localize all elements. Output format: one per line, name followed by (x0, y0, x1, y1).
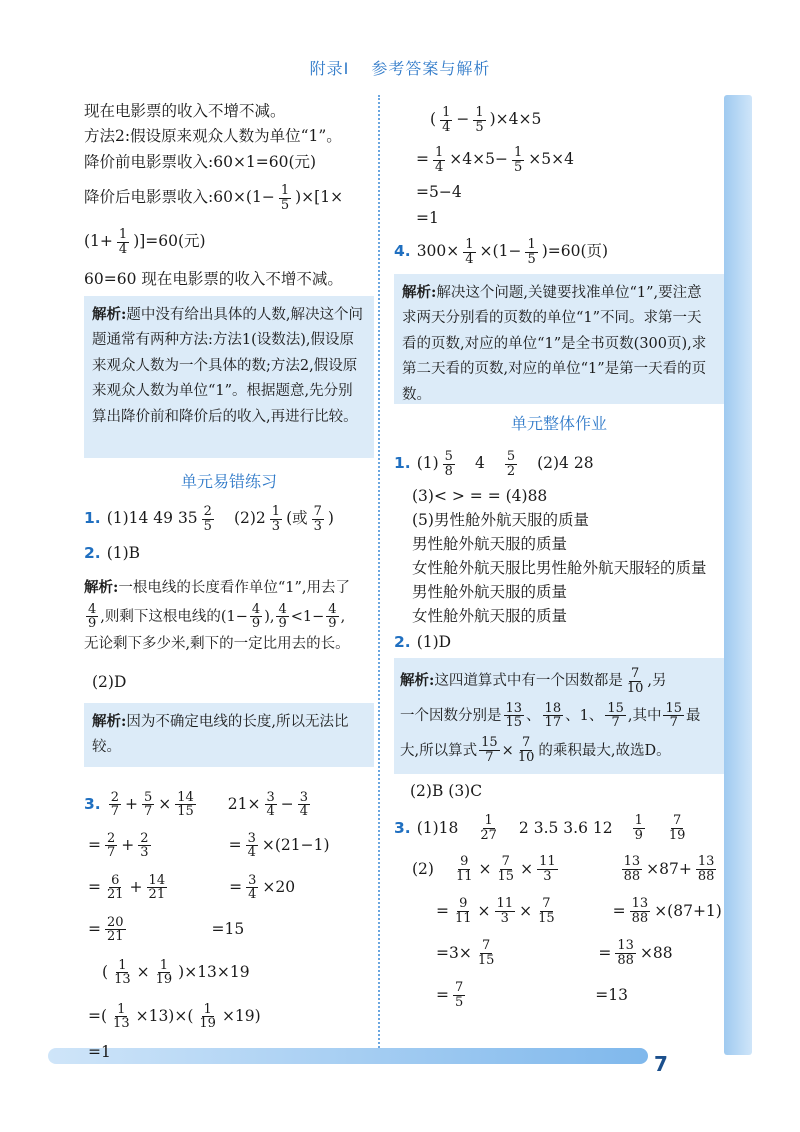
answer-line: 男性舱外航天服的质量 (412, 535, 568, 553)
calc-row: =3× $\frac{7}{15}$ = $\frac{13}{88}$ ×88 (436, 938, 673, 968)
page-header (0, 56, 800, 79)
analysis-label: 解析: (92, 306, 127, 323)
text-line: (1+ $\frac{1}{4}$ )]=60(元) (84, 226, 206, 257)
analysis-box: 解析:因为不确定电线的长度,所以无法比较。 (84, 703, 374, 767)
page-number: 7 (654, 1052, 668, 1076)
calc-row: =( $\frac{1}{13}$ ×13)×( $\frac{1}{19}$ ×19) (88, 1001, 261, 1032)
right-column (394, 100, 724, 1016)
calc-row: = $\frac{20}{21}$ =15 (88, 914, 245, 945)
calc-row: =5−4 (416, 183, 462, 202)
calc-row: = $\frac{6}{21}$ + $\frac{14}{21}$ = $\frac{3}{4}$ ×20 (88, 872, 296, 903)
text-line: 降价前电影票收入:60×1=60(元) (84, 153, 317, 172)
answer-line: 女性舱外航天服的质量 (412, 607, 568, 625)
answer-line: 女性舱外航天服比男性舱外航天服轻的质量 (412, 559, 707, 577)
section-title: 单元易错练习 (180, 472, 277, 491)
analysis-text: 题中没有给出具体的人数,解决这个问题通常有两种方法:方法1(设数法),假设原来观众人数为一个具体的数;方法2,假设原来观众人数为单位“1”。根据题意,先分别算出降价前和降价后的收入,再进行比较。 (92, 307, 363, 425)
analysis-box: 解析:这四道算式中有一个因数都是 $\frac{7}{10}$ ,另 一个因数分别是 $\frac{13}{15}$ 、 $\frac{18}{17}$ 、1、 $\frac{15}{7}$ ,其中 $\frac{15}{7}$ 最 大,所以算式 $\frac{15}{7}$ × $\frac{7}{10}$ 的乘积最大,故选D。 (394, 658, 724, 774)
calc-row: ( $\frac{1}{13}$ × $\frac{1}{19}$ )×13×19 (102, 957, 250, 988)
analysis-box: 解析:解决这个问题,关键要找准单位“1”,要注意求两天分别看的页数的单位“1”不同。求第一天看的页数,对应的单位“1”是全书页数(300页),求第二天看的页数,对应的单位“1”是第一天看的页数。 (394, 274, 724, 404)
appendix-label: 附录Ⅰ (309, 59, 350, 78)
analysis-box: 解析:一根电线的长度看作单位“1”,用去了 $\frac{4}{9}$ ,则剩下这根电线的(1− $\frac{4}{9}$ ), $\frac{4}{9}$ <1− $\frac{4}{9}$ , 无论剩下多少米,剩下的一定比用去的长。 (84, 570, 374, 663)
answer-line: 2. (1)D (394, 633, 452, 652)
answer-line: 2. (1)B (84, 544, 141, 563)
column-divider (378, 95, 380, 1055)
answer-list (394, 484, 724, 628)
calc-row: = $\frac{7}{5}$ =13 (436, 980, 628, 1010)
calc-row: 3. $\frac{2}{7}$ + $\frac{5}{7}$ × $\frac{14}{15}$ 21× $\frac{3}{4}$ − $\frac{3}{4}$ (84, 789, 309, 820)
analysis-box (84, 296, 374, 458)
answer-line: (5)男性舱外航天服的质量 (412, 511, 589, 529)
section-title: 单元整体作业 (510, 414, 607, 433)
fraction: $\frac{1}{4}$ (118, 226, 128, 257)
calc-row: = $\frac{1}{4}$ ×4×5− $\frac{1}{5}$ ×5×4 (416, 144, 574, 175)
left-column (84, 100, 374, 1067)
calc-row: (2) $\frac{9}{11}$ × $\frac{7}{15}$ × $\frac{11}{3}$ $\frac{13}{88}$ ×87+ $\frac{13}{88}$ (412, 854, 715, 884)
header-title: 参考答案与解析 (371, 59, 491, 78)
calc-row: = $\frac{2}{7}$ + $\frac{2}{3}$ = $\frac{3}{4}$ ×(21−1) (88, 830, 330, 861)
answer-line: 4. 300× $\frac{1}{4}$ ×(1− $\frac{1}{5}$ )=60(页) (394, 236, 609, 267)
calc-row: ( $\frac{1}{4}$ − $\frac{1}{5}$ )×4×5 (430, 104, 542, 135)
text-line: 方法2:假设原来观众人数为单位“1”。 (84, 127, 342, 146)
answer-line: 3. (1)18 $\frac{1}{27}$ 2 3.5 3.6 12 $\frac{1}{9}$ $\frac{7}{19}$ (394, 813, 686, 843)
side-decoration-bar (724, 95, 752, 1055)
text-line: 60=60 现在电影票的收入不增不减。 (84, 270, 343, 289)
answer-line: (2)D (92, 673, 127, 692)
answer-line: 1. (1) $\frac{5}{8}$ 4 $\frac{5}{2}$ (2)4 28 (394, 448, 594, 479)
answer-line: 男性舱外航天服的质量 (412, 583, 568, 601)
calc-row: = $\frac{9}{11}$ × $\frac{11}{3}$ × $\frac{7}{15}$ = $\frac{13}{88}$ ×(87+1) (436, 896, 722, 926)
text-line: 降价后电影票收入:60×(1− $\frac{1}{5}$ )×[1× (84, 182, 344, 213)
fraction: $\frac{1}{5}$ (280, 182, 290, 213)
calc-row: =1 (88, 1043, 111, 1062)
answer-line: (3)< > = = (4)88 (412, 487, 548, 505)
calculation-block (84, 785, 374, 1067)
answer-line: (2)B (3)C (410, 781, 483, 800)
calc-row: =1 (416, 209, 439, 228)
answer-line: 1. (1)14 49 35 $\frac{2}{5}$ (2)2 $\frac{1}{3}$ (或 $\frac{7}{3}$ ) (84, 503, 334, 534)
text-line: 现在电影票的收入不增不减。 (84, 102, 286, 121)
